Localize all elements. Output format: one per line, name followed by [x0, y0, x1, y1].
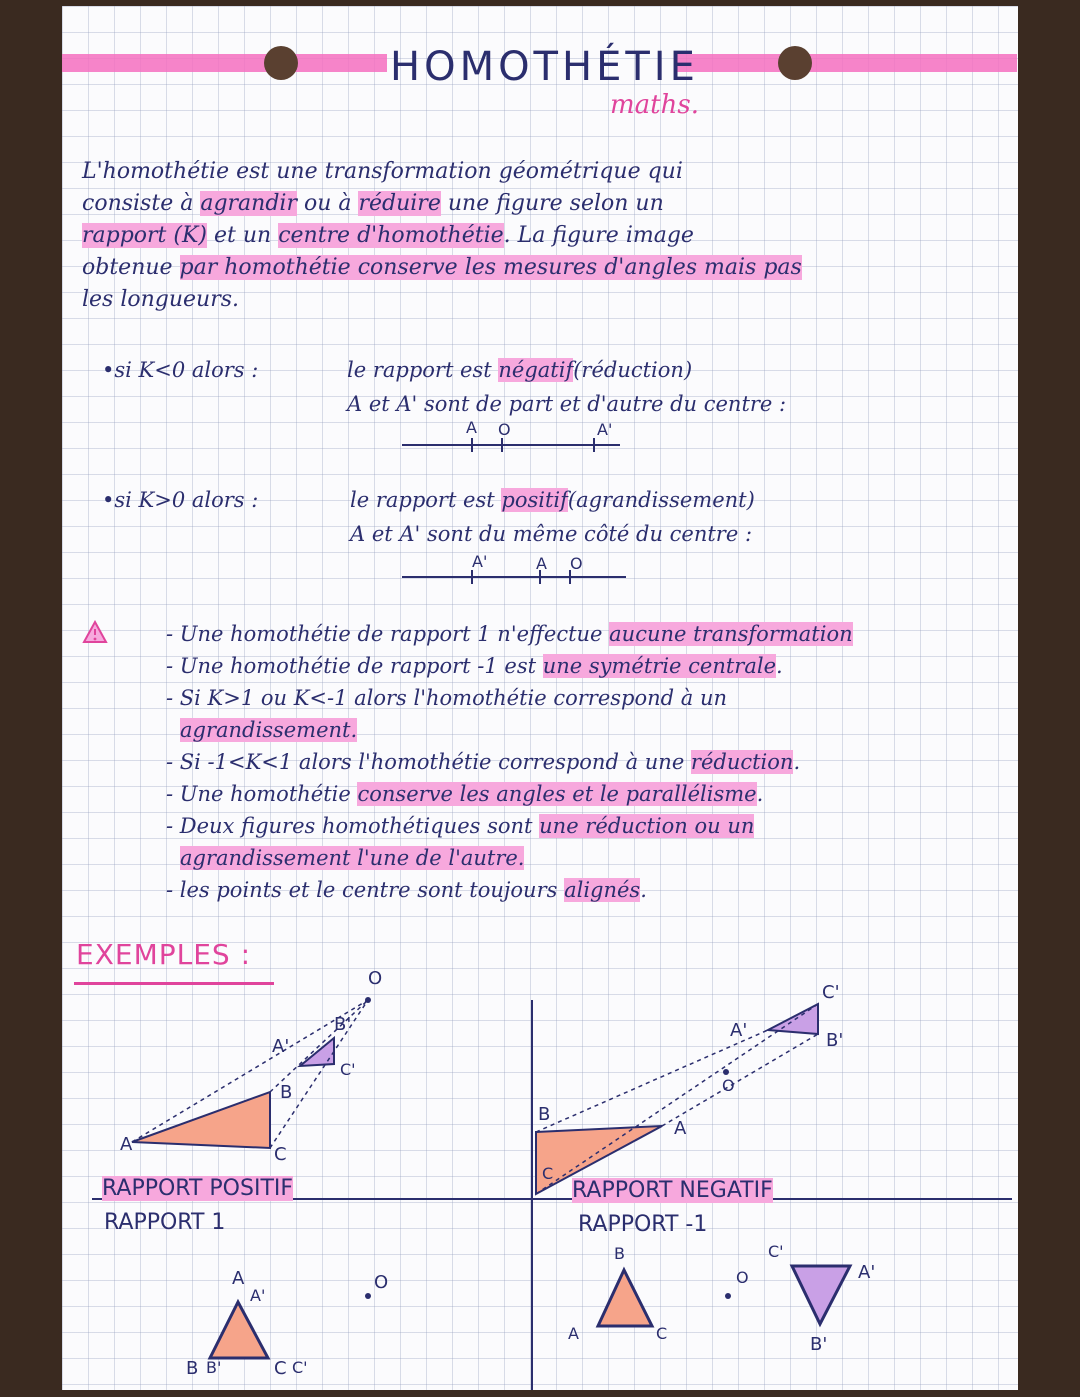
rule-4: - Si -1<K<1 alors l'homothétie correspond à une réduction.: [166, 750, 801, 774]
notebook-page: [62, 6, 1018, 1390]
q4-label-b-prime: B': [810, 1334, 828, 1355]
rule-7: - les points et le centre sont toujours alignés.: [166, 878, 647, 902]
axis-neg-label-a-prime: A': [597, 420, 613, 439]
q4-label-c-prime: C': [768, 1242, 784, 1261]
intro-line-5: les longueurs.: [82, 287, 240, 312]
q3-label-o: O: [374, 1272, 389, 1293]
highlight-centre: centre d'homothétie: [278, 223, 504, 248]
center-o-ratio1: [365, 1293, 371, 1299]
q1-label-c-prime: C': [340, 1060, 356, 1079]
center-o-ratio-minus1: [725, 1293, 731, 1299]
case-negative-condition: •si K<0 alors :: [102, 358, 259, 382]
q2-label-b: B: [538, 1104, 551, 1125]
q1-label-o: O: [368, 968, 383, 989]
q1-label-b-prime: B': [334, 1014, 352, 1035]
rule-1: - Une homothétie de rapport 1 n'effectue aucune transformation: [166, 622, 853, 646]
case-positive-condition: •si K>0 alors :: [102, 488, 259, 512]
example-negative-ratio: [536, 1004, 818, 1194]
q3-caption: RAPPORT 1: [104, 1210, 226, 1235]
highlight-rapport: rapport (K): [82, 223, 207, 248]
axis-pos-label-a: A: [536, 554, 547, 573]
example-ratio-1: [210, 1293, 371, 1358]
axis-pos-label-a-prime: A': [472, 552, 488, 571]
q3-label-a: A: [232, 1268, 245, 1289]
center-o-negative: [723, 1069, 729, 1075]
q1-label-a: A: [120, 1134, 133, 1155]
case-positive-text: le rapport est positif(agrandissement): [350, 488, 755, 512]
highlight-agrandissement-2: agrandissement l'une de l'autre.: [180, 846, 525, 870]
rule-3: - Si K>1 ou K<-1 alors l'homothétie correspond à un: [166, 686, 728, 710]
q2-label-o: O: [722, 1076, 735, 1095]
intro-line-2: consiste à agrandir ou à réduire une figure selon un: [82, 191, 664, 216]
center-o-positive: [365, 997, 371, 1003]
highlight-conserve: conserve les mesures d'angles mais pas: [350, 255, 802, 280]
highlight-agrandissement: agrandissement.: [180, 718, 358, 742]
q3-label-c-prime: C': [292, 1358, 308, 1377]
highlight-symetrie: une symétrie centrale: [542, 654, 777, 678]
rule-2: - Une homothétie de rapport -1 est une symétrie centrale.: [166, 654, 783, 678]
intro-line-1: L'homothétie est une transformation géométrique qui: [82, 159, 683, 184]
triangle-ratio-minus1-purple: [792, 1266, 850, 1324]
q2-caption: RAPPORT NEGATIF: [572, 1178, 773, 1203]
case-negative-line2: A et A' sont de part et d'autre du centre :: [347, 392, 787, 416]
q2-label-c: C: [542, 1164, 554, 1183]
q1-label-b: B: [280, 1082, 293, 1103]
highlight-conserve-angles: conserve les angles et le parallélisme: [357, 782, 757, 806]
q4-label-b: B: [614, 1244, 625, 1263]
highlight-reduction-ou: une réduction ou un: [539, 814, 755, 838]
rule-5: - Une homothétie conserve les angles et le parallélisme.: [166, 782, 764, 806]
highlight-reduction: réduction: [690, 750, 794, 774]
q2-label-a-prime: A': [730, 1020, 748, 1041]
example-ratio-minus-1: [598, 1266, 850, 1326]
highlight-negatif: négatif: [498, 358, 574, 382]
rule-6: - Deux figures homothétiques sont une réduction ou un: [166, 814, 755, 838]
q1-caption: RAPPORT POSITIF: [102, 1176, 294, 1201]
q3-label-a-prime: A': [250, 1286, 266, 1305]
case-negative-text: le rapport est négatif(réduction): [347, 358, 693, 382]
axis-neg-label-o: O: [498, 420, 511, 439]
highlight-aucune: aucune transformation: [609, 622, 853, 646]
triangle-abc-prime-purple: [300, 1038, 334, 1066]
axis-neg-label-a: A: [466, 418, 477, 437]
highlight-alignes: alignés: [564, 878, 641, 902]
intro-line-4: obtenue par homothétie conserve les mesures d'angles mais pas: [82, 255, 802, 280]
case-positive-line2: A et A' sont du même côté du centre :: [350, 522, 753, 546]
highlight-positif: positif: [501, 488, 568, 512]
q1-label-c: C: [274, 1144, 287, 1165]
intro-line-3: rapport (K) et un centre d'homothétie. La figure image: [82, 223, 694, 248]
page-title: HOMOTHÉTIE: [390, 44, 699, 90]
q2-label-a: A: [674, 1118, 687, 1139]
q3-label-b: B: [186, 1358, 199, 1379]
q2-label-b-prime: B': [826, 1030, 844, 1051]
q4-label-a: A: [568, 1324, 579, 1343]
q4-label-o: O: [736, 1268, 749, 1287]
triangle-ratio-minus1-orange: [598, 1270, 652, 1326]
page-subtitle: maths.: [610, 90, 699, 120]
axis-pos-label-o: O: [570, 554, 583, 573]
highlight-par-homothetie: par homothétie: [179, 255, 351, 280]
q3-label-c: C: [274, 1358, 287, 1379]
q1-label-a-prime: A': [272, 1036, 290, 1057]
triangle-ratio1: [210, 1302, 268, 1358]
q4-caption: RAPPORT -1: [578, 1212, 708, 1237]
q4-label-a-prime: A': [858, 1262, 876, 1283]
q2-label-c-prime: C': [822, 982, 840, 1003]
examples-title: EXEMPLES :: [76, 938, 252, 971]
q4-label-c: C: [656, 1324, 668, 1343]
q3-label-b-prime: B': [206, 1358, 222, 1377]
highlight-reduire: réduire: [358, 191, 441, 216]
highlight-agrandir: agrandir: [200, 191, 297, 216]
